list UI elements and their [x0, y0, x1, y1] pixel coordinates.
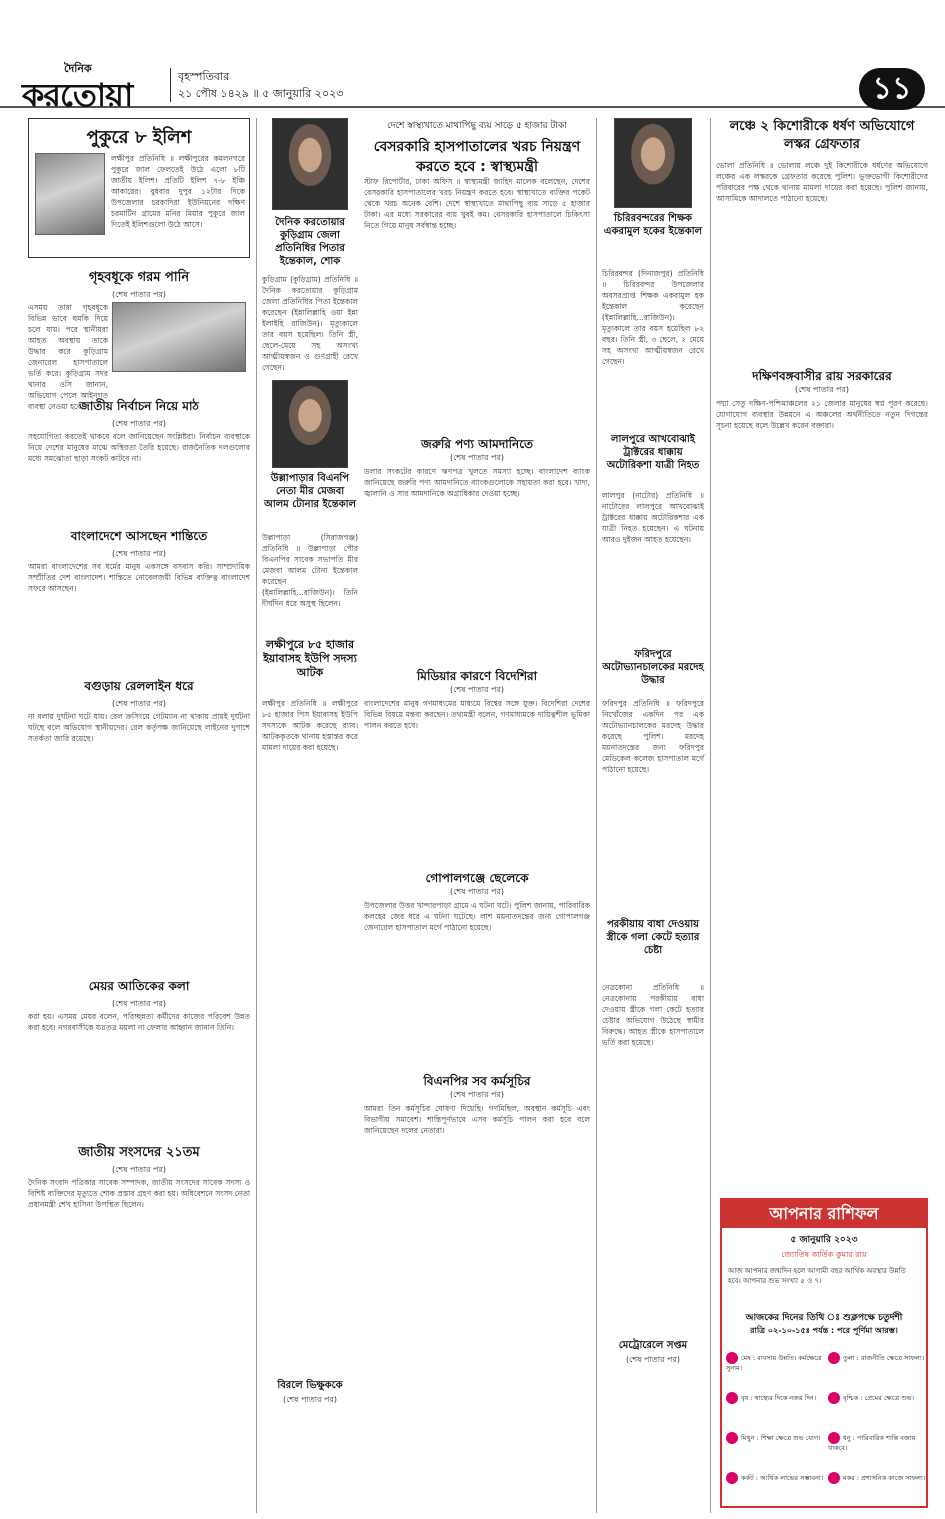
- fish-photo: [35, 153, 105, 235]
- headline: মেট্রোরেলে সপ্তম: [618, 1340, 688, 1351]
- headline: বাংলাদেশে আসছেন শান্তিতে: [70, 529, 208, 543]
- headline: বিরলে ভিক্ষুককে: [277, 1380, 343, 1391]
- continued-label: (শেষ পাতার পর): [625, 1355, 681, 1364]
- parliament-story: [28, 1143, 250, 1513]
- logo-small-text: দৈনিক: [64, 62, 92, 75]
- tithi-subheading: রাত্রি ০২-১০-১৫ঃ পর্যন্ত : পরে পূর্ণিমা আরম্ভ।: [750, 1326, 898, 1335]
- bnp-leader-portrait: [272, 380, 348, 468]
- continued-label: (শেষ পাতার পর): [111, 699, 167, 708]
- headline: পরকীয়ায় বাধা দেওয়ায় স্ত্রীকে গলা কেটে হত্যার চেষ্টা: [606, 919, 700, 956]
- headline: গোপালগঞ্জে ছেলেকে: [425, 871, 529, 885]
- headline: জরুরি পণ্য আমদানিতে: [420, 437, 534, 451]
- teacher-portrait: [614, 118, 692, 208]
- victim-photo: [112, 302, 246, 372]
- continued-label: (শেষ পাতার পর): [449, 685, 505, 694]
- continued-label: (শেষ পাতার পর): [449, 453, 505, 462]
- logo-title: করতোয়া: [22, 76, 133, 114]
- headline: লালপুরে আখবোঝাই ট্রাক্টরের ধাক্কায় অটোরিকশা যাত্রী নিহত: [606, 434, 700, 471]
- headline: বিএনপির সব কর্মসূচির: [423, 1074, 531, 1088]
- continued-label: (শেষ পাতার পর): [111, 290, 167, 299]
- headline: দৈনিক করতোয়ার কুড়িগ্রাম জেলা প্রতিনিধির পিতার ইন্তেকাল, শোক: [275, 217, 345, 267]
- zodiac-item: মিথুন : শিক্ষা ক্ষেত্রে শুভ যোগ।: [726, 1432, 824, 1470]
- article-body: দৈনিক সংবাদ পত্রিকার সাবেক সম্পাদক, জাতীয় সংসদের সাবেক সদস্য ও বিশিষ্ট ব্যক্তিদের মৃত্যুতে শোক প্রস্তাব গ্রহণ করা হয়। অধিবেশনে সংসদ নেতা প্রধানমন্ত্রী শেখ হাসিনা উপস্থিত ছিলেন।: [28, 1178, 250, 1209]
- lead-headline: বেসরকারি হাসপাতালের খরচ নিয়ন্ত্রণ করতে হবে : স্বাস্থ্যমন্ত্রী: [373, 139, 581, 175]
- headline: ফরিদপুরে অটোভ্যানচালকের মরদেহ উদ্ধার: [602, 649, 704, 686]
- article-body: পদ্মা সেতু দক্ষিণ-পশ্চিমাঞ্চলের ২১ জেলার মানুষের স্বপ্ন পূরণ করেছে। যোগাযোগ ব্যবস্থার উন্নয়নে এ অঞ্চলের অর্থনীতিতে নতুন দিগন্তের সূচনা হয়েছে বলে উল্লেখ করেন বক্তারা।: [716, 399, 928, 430]
- sagittarius-icon: [828, 1432, 840, 1444]
- article-body: লক্ষীপুর প্রতিনিধি ॥ লক্ষীপুরের কমলনগরে পুকুরে জাল ফেলতেই উঠে এলো ৮টি জাতীয় ইলিশ। প্রতিটি ইলিশ ৭-৮ ইঞ্চি আকারের। বুধবার দুপুর ১২টার দিকে উপজেলার চরকাদিরা ইউনিয়নের দক্ষিণ চরমার্টিন গ্রামের মনির মিয়ার পুকুরে জাল দিতেই ইলিশগুলো উঠে আসে।: [111, 154, 245, 229]
- libra-icon: [828, 1352, 840, 1364]
- weekday: বৃহস্পতিবার: [178, 70, 230, 83]
- dateline-divider: [170, 68, 171, 102]
- headline: লঞ্চে ২ কিশোরীকে ধর্ষণ অভিযোগে লস্কর গ্রেফতার: [729, 119, 915, 152]
- article-body: সহযোগিতা করতেই থাকবে বলে জানিয়েছেন সংশ্লিষ্টরা। নির্বাচন ব্যবস্থাকে নিয়ে দেশের মানুষের মাঝে অস্থিরতা তৈরি হয়েছে। রাজনৈতিক দলগুলোর মধ্যে সমঝোতা ছাড়া সংকট কাটবে না।: [28, 432, 250, 463]
- capricorn-icon: [828, 1472, 840, 1484]
- continued-label: (শেষ পাতার পর): [111, 549, 167, 558]
- headline: বগুড়ায় রেললাইন ধরে: [84, 679, 194, 693]
- horoscope-intro: আজ আপনার জন্মদিন হলে আগামী বছর আর্থিক অবস্থার উন্নতি হবে। আপনার শুভ সংখ্যা ৫ ও ৭।: [728, 1267, 906, 1285]
- headline: জাতীয় নির্বাচন নিয়ে মাঠ: [79, 399, 199, 413]
- gemini-icon: [726, 1432, 738, 1444]
- continued-label: (শেষ পাতার পর): [111, 999, 167, 1008]
- zodiac-item: তুলা : রাজনীতি ক্ষেত্রে সাফল্য।: [828, 1352, 926, 1390]
- zodiac-item: কর্কট : আর্থিক লাভের সম্ভাবনা।: [726, 1472, 824, 1506]
- masthead: [0, 0, 945, 114]
- continued-label: (শেষ পাতার পর): [794, 385, 850, 394]
- continued-label: (শেষ পাতার পর): [449, 1090, 505, 1099]
- column-divider: [596, 118, 597, 1513]
- zodiac-item: মকর : প্রশাসনিক কাজে সাফল্য।: [828, 1472, 926, 1506]
- article-body: চিরিরবন্দর (দিনাজপুর) প্রতিনিধি ॥ চিরিরবন্দর উপজেলার অবসরপ্রাপ্ত শিক্ষক একরামুল হক ইন্তেকাল করেছেন (ইন্নালিল্লাহি...রাজিউন)। মৃত্যুকালে তার বয়স হয়েছিল ৮২ বছর। তিনি স্ত্রী, ৩ ছেলে, ২ মেয়ে সহ অসংখ্য আত্মীয়স্বজন রেখে গেছেন।: [602, 269, 704, 366]
- continued-label: (শেষ পাতার পর): [282, 1395, 338, 1404]
- article-body: আমরা বাংলাদেশের সব ধর্মের মানুষ একসঙ্গে বসবাস করি। সাম্প্রদায়িক সম্প্রীতির দেশ বাংলাদেশ। শান্তিতে নোবেলজয়ী বিভিন্ন ব্যক্তিত্ব বাংলাদেশ সফরে আসছেন।: [28, 562, 250, 593]
- article-body: এসময় তারা গৃহবধূকে বিভিন্ন ভাবে হুমকি দিয়ে চলে যায়। পরে স্থানীয়রা আহত অবস্থায় তাকে উদ্ধার করে কুড়িগ্রাম জেনারেল হাসপাতালে ভর্তি করে। কুড়িগ্রাম সদর থানার ওসি জানান, অভিযোগ পেলে আইনগত ব্যবস্থা নেওয়া হবে।: [28, 303, 108, 411]
- kicker: দেশে স্বাস্থ্যখাতে মাথাপিছু ব্যয় সাড়ে ৫ হাজার টাকা: [387, 121, 567, 131]
- headline: চিরিরবন্দরের শিক্ষক একরামুল হকের ইন্তেকাল: [603, 213, 703, 237]
- page-number: ১১: [859, 68, 925, 110]
- article-body: স্টাফ রিপোর্টার, ঢাকা অফিস ॥ স্বাস্থ্যমন্ত্রী জাহিদ মালেক বলেছেন, দেশের বেসরকারি হাসপাতালের খরচ নিয়ন্ত্রণ করতে হবে। স্বাস্থ্যখাতে ব্যক্তির পকেট থেকে খরচ অনেক বেশি। দেশে স্বাস্থ্যখাতে মাথাপিছু ব্যয় সাড়ে ৫ হাজার টাকা। এর মধ্যে সরকারের ব্যয় খুবই কম। বেসরকারি হাসপাতালে চিকিৎসা নিতে গিয়ে মানুষ সর্বস্বান্ত হচ্ছে।: [364, 177, 590, 230]
- headline: উল্লাপাড়ার বিএনপি নেতা মীর মেজবা আলম টোনার ইন্তেকাল: [264, 473, 356, 510]
- article-body: লালপুর (নাটোর) প্রতিনিধি ॥ নাটোরের লালপুরে আখবোঝাই ট্রাক্টরের ধাক্কায় অটোরিকশার এক যাত্রী নিহত হয়েছেন। এ ঘটনায় আরও দুইজন আহত হয়েছেন।: [602, 491, 704, 544]
- continued-label: (শেষ পাতার পর): [111, 419, 167, 428]
- zodiac-item: মেষ : ব্যবসায় উন্নতি। কর্মক্ষেত্রে সুনাম।: [726, 1354, 822, 1372]
- headline: মেয়র আতিকের কলা: [88, 979, 190, 993]
- zodiac-item: বৃশ্চিক : প্রেমের ক্ষেত্রে শুভ।: [828, 1392, 926, 1430]
- headline: মিডিয়ার কারণে বিদেশিরা: [416, 669, 538, 683]
- article-body: উপজেলার উত্তর খান্দারপাড়া গ্রামে এ ঘটনা ঘটে। পুলিশ জানায়, পারিবারিক কলহের জের ধরে এ ঘটনা ঘটেছে। লাশ ময়নাতদন্তের জন্য গোপালগঞ্জ জেনারেল হাসপাতাল মর্গে পাঠানো হয়েছে।: [364, 901, 590, 932]
- continued-label: (শেষ পাতার পর): [111, 1165, 167, 1174]
- fish-story: [28, 118, 250, 258]
- article-body: কুড়িগ্রাম (কুড়িগ্রাম) প্রতিনিধি ॥ দৈনিক করতোয়ার কুড়িগ্রাম জেলা প্রতিনিধির পিতা ইন্তেকাল করেছেন (ইন্নালিল্লাহি ওয়া ইন্না ইলাইহি রাজিউন)। মৃত্যুকালে তার বয়স হয়েছিল। তিনি স্ত্রী, ছেলে-মেয়ে সহ অসংখ্য আত্মীয়স্বজন ও গুণগ্রাহী রেখে গেছেন।: [262, 275, 358, 372]
- continued-label: (শেষ পাতার পর): [449, 887, 505, 896]
- mayor-story: [28, 978, 250, 1138]
- horoscope-title: আপনার রাশিফল: [722, 1200, 926, 1228]
- cancer-icon: [726, 1472, 738, 1484]
- headline: লক্ষীপুরে ৮৫ হাজার ইয়াবাসহ ইউপি সদস্য আটক: [263, 638, 357, 679]
- headline: পুকুরে ৮ ইলিশ: [86, 127, 192, 148]
- horoscope-box: [720, 1198, 928, 1508]
- tithi-heading: আজকের দিনের তিথি ঃ শুক্লপক্ষে চতুর্দশী: [745, 1313, 903, 1323]
- headline: দক্ষিণবঙ্গবাসীর রায় সরকারের: [752, 369, 892, 383]
- dateline: [178, 68, 343, 102]
- headline: জাতীয় সংসদের ২১তম: [78, 1145, 200, 1160]
- article-body: ভোলা প্রতিনিধি ॥ ভোলায় লঞ্চে দুই কিশোরীকে ধর্ষণের অভিযোগে লঞ্চের এক লস্করকে গ্রেফতার করেছে পুলিশ। ভুক্তভোগী কিশোরীদের পরিবারের পক্ষ থেকে থানায় মামলা দায়ের করা হয়েছে। পুলিশ জানায়, আসামিকে আদালতে পাঠানো হয়েছে।: [716, 161, 928, 203]
- horoscope-date: ৫ জানুয়ারি ২০২৩: [790, 1235, 858, 1245]
- issue-date: ২১ পৌষ ১৪২৯ ॥ ৫ জানুয়ারি ২০২৩: [178, 87, 344, 100]
- article-body: ফরিদপুর প্রতিনিধি ॥ ফরিদপুরে নিখোঁজের একদিন পর এক অটোভ্যানচালকের মরদেহ উদ্ধার করেছে পুলিশ। মরদেহ ময়নাতদন্তের জন্য ফরিদপুর মেডিকেল কলেজ হাসপাতাল মর্গে পাঠানো হয়েছে।: [602, 699, 704, 774]
- article-body: উল্লাপাড়া (সিরাজগঞ্জ) প্রতিনিধি ॥ উল্লাপাড়া পৌর বিএনপির সাবেক সভাপতি মীর মেজবা আলম টোনা ইন্তেকাল করেছেন (ইন্নালিল্লাহি...রাজিউন)। তিনি দীর্ঘদিন ধরে অসুস্থ ছিলেন।: [262, 533, 358, 608]
- article-body: না বলায় দুর্ঘটনা ঘটে যায়। রেল ক্রসিংয়ে গেটম্যান না থাকায় প্রায়ই দুর্ঘটনা ঘটছে বলে অভিযোগ স্থানীয়দের। রেল কর্তৃপক্ষ জানিয়েছে লাইনের দুপাশে সতর্কতা জারি রয়েছে।: [28, 712, 250, 743]
- astrologer-name: জ্যোতিষ কার্তিক কুমার রায়: [781, 1250, 867, 1259]
- zodiac-item: ধনু : পারিবারিক শান্তি বজায় থাকবে।: [828, 1434, 916, 1452]
- headline: গৃহবধূকে গরম পানি: [88, 270, 190, 285]
- article-body: লক্ষীপুর প্রতিনিধি ॥ লক্ষীপুরে ৮৫ হাজার পিস ইয়াবাসহ ইউপি সদস্যকে আটক করেছে র‌্যাব। আটককৃতকে থানায় হস্তান্তর করে মামলা দায়ের করা হয়েছে।: [262, 699, 358, 752]
- deceased-portrait: [272, 118, 348, 210]
- column-divider: [710, 118, 711, 1513]
- article-body: বাংলাদেশের মানুষ গণমাধ্যমের মাধ্যমে বিশ্বের সঙ্গে যুক্ত। বিদেশিরা দেশের বিভিন্ন বিষয়ে মন্তব্য করছেন। তথ্যমন্ত্রী বলেন, গণমাধ্যমকে দায়িত্বশীল ভূমিকা পালন করতে হবে।: [364, 699, 590, 730]
- right-column: [716, 118, 928, 430]
- article-body: আমরা তিন কর্মসূচির ঘোষণা দিয়েছি। গণমিছিল, অবস্থান কর্মসূচি এবং বিভাগীয় সমাবেশ। শান্তিপূর্ণভাবে এসব কর্মসূচি পালন করা হবে বলে জানিয়েছেন দলের নেতারা।: [364, 1104, 590, 1135]
- article-body: করা হয়। এসময় মেয়র বলেন, পরিচ্ছন্নতা কর্মীদের কাজের পরিবেশ উন্নত করা হবে। নগরবাসীকে যত্রতত্র ময়লা না ফেলার আহ্বান জানান তিনি।: [28, 1012, 250, 1032]
- rail-story: [28, 678, 250, 898]
- election-story: [28, 398, 250, 518]
- article-body: নেত্রকোনা প্রতিনিধি ॥ নেত্রকোনায় পরকীয়ায় বাধা দেওয়ায় স্ত্রীকে গলা কেটে হত্যার চেষ্টার অভিযোগ উঠেছে স্বামীর বিরুদ্ধে। আহত স্ত্রীকে হাসপাতালে ভর্তি করা হয়েছে।: [602, 983, 704, 1047]
- column-divider: [256, 118, 257, 1513]
- scorpio-icon: [828, 1392, 840, 1404]
- article-body: ডলার সংকটের কারণে ঋণপত্র খুলতে সমস্যা হচ্ছে। বাংলাদেশ ব্যাংক জানিয়েছে জরুরি পণ্য আমদানিতে ব্যাংকগুলোকে সহায়তা করা হবে। খাদ্য, জ্বালানি ও সার আমদানিকে অগ্রাধিকার দেওয়া হচ্ছে।: [364, 467, 590, 498]
- peace-story: [28, 528, 250, 668]
- zodiac-item: বৃষ : স্বাস্থ্যের দিকে নজর দিন।: [726, 1392, 824, 1430]
- taurus-icon: [726, 1392, 738, 1404]
- center-column: [364, 118, 590, 1135]
- newspaper-logo: [22, 60, 172, 114]
- aries-icon: [726, 1352, 738, 1364]
